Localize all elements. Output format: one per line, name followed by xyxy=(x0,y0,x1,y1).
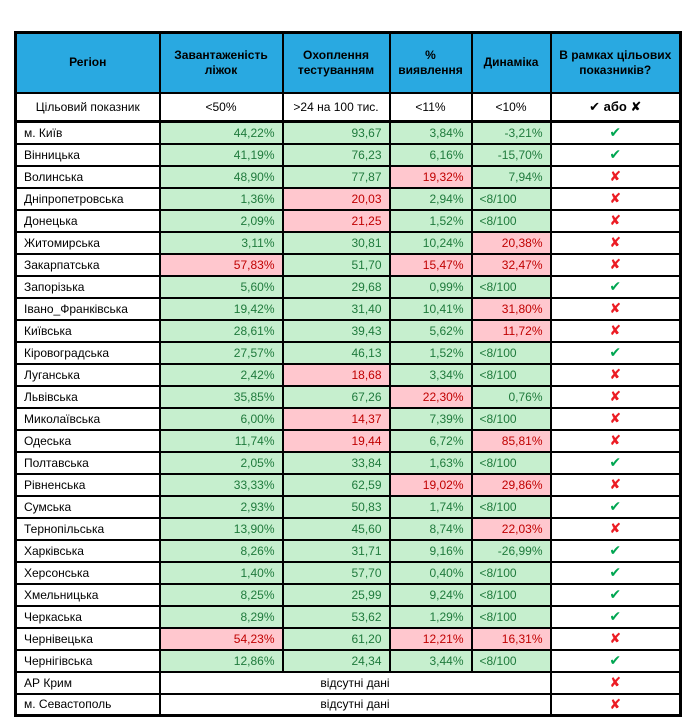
table-row xyxy=(16,122,681,144)
status-cross-icon: ✘ xyxy=(551,320,681,342)
cell-bed-occupancy: 57,83% xyxy=(160,254,283,276)
table-row xyxy=(16,474,681,496)
cell-testing-coverage: 31,40 xyxy=(283,298,390,320)
region-name: АР Крим xyxy=(16,672,160,694)
cell-detection-rate: 9,16% xyxy=(390,540,472,562)
cell-dynamics: <8/100 xyxy=(472,408,551,430)
region-name: Чернігівська xyxy=(16,650,160,672)
column-header-bed-occupancy: Завантаженість ліжок xyxy=(160,33,283,93)
region-name: Дніпропетровська xyxy=(16,188,160,210)
cell-testing-coverage: 77,87 xyxy=(283,166,390,188)
cell-detection-rate: 3,84% xyxy=(390,122,472,144)
status-cross-icon: ✘ xyxy=(551,298,681,320)
region-name: Львівська xyxy=(16,386,160,408)
cell-testing-coverage: 62,59 xyxy=(283,474,390,496)
cell-detection-rate: 0,40% xyxy=(390,562,472,584)
region-name: Київська xyxy=(16,320,160,342)
table-row xyxy=(16,232,681,254)
region-name: Запорізька xyxy=(16,276,160,298)
cell-dynamics: 32,47% xyxy=(472,254,551,276)
status-check-icon: ✔ xyxy=(551,144,681,166)
cell-dynamics: <8/100 xyxy=(472,562,551,584)
status-cross-icon: ✘ xyxy=(551,672,681,694)
cell-testing-coverage: 31,71 xyxy=(283,540,390,562)
region-name: Харківська xyxy=(16,540,160,562)
status-cross-icon: ✘ xyxy=(551,166,681,188)
region-name: Одеська xyxy=(16,430,160,452)
table-row xyxy=(16,386,681,408)
region-name: Донецька xyxy=(16,210,160,232)
status-cross-icon: ✘ xyxy=(551,628,681,650)
region-name: Черкаська xyxy=(16,606,160,628)
cell-dynamics: <8/100 xyxy=(472,606,551,628)
status-check-icon: ✔ xyxy=(551,650,681,672)
status-check-icon: ✔ xyxy=(551,562,681,584)
target-indicator-row xyxy=(16,93,681,122)
status-check-icon: ✔ xyxy=(551,452,681,474)
cell-detection-rate: 6,72% xyxy=(390,430,472,452)
status-cross-icon: ✘ xyxy=(551,518,681,540)
cell-bed-occupancy: 3,11% xyxy=(160,232,283,254)
table-row xyxy=(16,342,681,364)
cell-bed-occupancy: 54,23% xyxy=(160,628,283,650)
cell-bed-occupancy: 6,00% xyxy=(160,408,283,430)
cell-testing-coverage: 51,70 xyxy=(283,254,390,276)
cell-detection-rate: 9,24% xyxy=(390,584,472,606)
table-row xyxy=(16,144,681,166)
table-row xyxy=(16,628,681,650)
cell-bed-occupancy: 44,22% xyxy=(160,122,283,144)
region-name: Хмельницька xyxy=(16,584,160,606)
cell-dynamics: <8/100 xyxy=(472,210,551,232)
status-cross-icon: ✘ xyxy=(551,232,681,254)
no-data-cell: відсутні дані xyxy=(160,694,551,716)
region-name: Луганська xyxy=(16,364,160,386)
status-check-icon: ✔ xyxy=(551,342,681,364)
status-check-icon: ✔ xyxy=(551,540,681,562)
table-row xyxy=(16,188,681,210)
cell-bed-occupancy: 2,05% xyxy=(160,452,283,474)
status-cross-icon: ✘ xyxy=(551,386,681,408)
region-name: Миколаївська xyxy=(16,408,160,430)
cell-testing-coverage: 45,60 xyxy=(283,518,390,540)
cell-dynamics: 7,94% xyxy=(472,166,551,188)
region-name: Вінницька xyxy=(16,144,160,166)
table-row xyxy=(16,540,681,562)
cell-testing-coverage: 46,13 xyxy=(283,342,390,364)
table-row xyxy=(16,298,681,320)
cell-detection-rate: 3,34% xyxy=(390,364,472,386)
regional-indicators-table-container xyxy=(14,31,682,717)
region-name: Тернопільська xyxy=(16,518,160,540)
status-check-icon: ✔ xyxy=(551,584,681,606)
table-row xyxy=(16,254,681,276)
table-row xyxy=(16,518,681,540)
cell-detection-rate: 7,39% xyxy=(390,408,472,430)
column-header-region: Регіон xyxy=(16,33,160,93)
cell-detection-rate: 15,47% xyxy=(390,254,472,276)
cell-testing-coverage: 67,26 xyxy=(283,386,390,408)
cell-testing-coverage: 30,81 xyxy=(283,232,390,254)
cell-detection-rate: 8,74% xyxy=(390,518,472,540)
cell-dynamics: <8/100 xyxy=(472,276,551,298)
cell-dynamics: 11,72% xyxy=(472,320,551,342)
column-header-detection-rate: % виявлення xyxy=(390,33,472,93)
cell-bed-occupancy: 12,86% xyxy=(160,650,283,672)
table-row-no-data xyxy=(16,672,681,694)
cell-dynamics: 22,03% xyxy=(472,518,551,540)
column-header-within-targets: В рамках цільових показників? xyxy=(551,33,681,93)
cell-testing-coverage: 25,99 xyxy=(283,584,390,606)
status-cross-icon: ✘ xyxy=(551,694,681,716)
cell-bed-occupancy: 48,90% xyxy=(160,166,283,188)
status-cross-icon: ✘ xyxy=(551,474,681,496)
cell-dynamics: <8/100 xyxy=(472,342,551,364)
region-name: Житомирська xyxy=(16,232,160,254)
cell-detection-rate: 0,99% xyxy=(390,276,472,298)
cell-bed-occupancy: 41,19% xyxy=(160,144,283,166)
region-name: Рівненська xyxy=(16,474,160,496)
table-row xyxy=(16,606,681,628)
cell-bed-occupancy: 5,60% xyxy=(160,276,283,298)
cell-bed-occupancy: 11,74% xyxy=(160,430,283,452)
region-name: Чернівецька xyxy=(16,628,160,650)
cell-testing-coverage: 39,43 xyxy=(283,320,390,342)
cell-bed-occupancy: 2,93% xyxy=(160,496,283,518)
region-name: Волинська xyxy=(16,166,160,188)
table-row xyxy=(16,584,681,606)
cell-testing-coverage: 50,83 xyxy=(283,496,390,518)
cell-dynamics: -26,99% xyxy=(472,540,551,562)
cell-detection-rate: 1,63% xyxy=(390,452,472,474)
region-name: м. Севастополь xyxy=(16,694,160,716)
region-name: Херсонська xyxy=(16,562,160,584)
cell-detection-rate: 22,30% xyxy=(390,386,472,408)
target-row-label: Цільовий показник xyxy=(16,93,160,122)
cell-bed-occupancy: 2,42% xyxy=(160,364,283,386)
table-row xyxy=(16,562,681,584)
cell-detection-rate: 12,21% xyxy=(390,628,472,650)
cell-dynamics: <8/100 xyxy=(472,584,551,606)
cell-dynamics: <8/100 xyxy=(472,188,551,210)
region-name: м. Київ xyxy=(16,122,160,144)
cell-dynamics: 31,80% xyxy=(472,298,551,320)
cell-testing-coverage: 53,62 xyxy=(283,606,390,628)
status-cross-icon: ✘ xyxy=(551,430,681,452)
status-cross-icon: ✘ xyxy=(551,364,681,386)
target-value-bed-occupancy: <50% xyxy=(160,93,283,122)
cell-testing-coverage: 18,68 xyxy=(283,364,390,386)
status-cross-icon: ✘ xyxy=(551,408,681,430)
status-cross-icon: ✘ xyxy=(551,188,681,210)
no-data-cell: відсутні дані xyxy=(160,672,551,694)
cell-detection-rate: 2,94% xyxy=(390,188,472,210)
cell-detection-rate: 10,24% xyxy=(390,232,472,254)
cell-detection-rate: 1,52% xyxy=(390,342,472,364)
status-check-icon: ✔ xyxy=(551,122,681,144)
cell-bed-occupancy: 1,36% xyxy=(160,188,283,210)
table-row xyxy=(16,364,681,386)
table-row xyxy=(16,320,681,342)
target-value-within-targets: ✔ або ✘ xyxy=(551,93,681,122)
cell-dynamics: <8/100 xyxy=(472,650,551,672)
cell-detection-rate: 10,41% xyxy=(390,298,472,320)
cell-bed-occupancy: 8,29% xyxy=(160,606,283,628)
status-check-icon: ✔ xyxy=(551,496,681,518)
cell-testing-coverage: 21,25 xyxy=(283,210,390,232)
cell-testing-coverage: 61,20 xyxy=(283,628,390,650)
cell-dynamics: <8/100 xyxy=(472,496,551,518)
column-header-dynamics: Динаміка xyxy=(472,33,551,93)
regional-indicators-table xyxy=(14,31,682,717)
cell-detection-rate: 5,62% xyxy=(390,320,472,342)
cell-bed-occupancy: 33,33% xyxy=(160,474,283,496)
cell-bed-occupancy: 8,26% xyxy=(160,540,283,562)
cell-dynamics: <8/100 xyxy=(472,452,551,474)
region-name: Сумська xyxy=(16,496,160,518)
cell-dynamics: 0,76% xyxy=(472,386,551,408)
table-row xyxy=(16,496,681,518)
cell-detection-rate: 1,52% xyxy=(390,210,472,232)
cell-testing-coverage: 19,44 xyxy=(283,430,390,452)
column-header-testing-coverage: Охоплення тестуванням xyxy=(283,33,390,93)
region-name: Закарпатська xyxy=(16,254,160,276)
cell-detection-rate: 1,74% xyxy=(390,496,472,518)
cell-dynamics: -15,70% xyxy=(472,144,551,166)
cell-testing-coverage: 57,70 xyxy=(283,562,390,584)
table-row xyxy=(16,430,681,452)
cell-bed-occupancy: 35,85% xyxy=(160,386,283,408)
table-header xyxy=(16,33,681,93)
status-check-icon: ✔ xyxy=(551,606,681,628)
table-row xyxy=(16,166,681,188)
cell-dynamics: -3,21% xyxy=(472,122,551,144)
region-name: Полтавська xyxy=(16,452,160,474)
region-name: Кіровоградська xyxy=(16,342,160,364)
cell-dynamics: 29,86% xyxy=(472,474,551,496)
cell-bed-occupancy: 19,42% xyxy=(160,298,283,320)
cell-bed-occupancy: 13,90% xyxy=(160,518,283,540)
cell-detection-rate: 3,44% xyxy=(390,650,472,672)
cell-testing-coverage: 24,34 xyxy=(283,650,390,672)
table-row-no-data xyxy=(16,694,681,716)
table-row xyxy=(16,276,681,298)
target-value-detection-rate: <11% xyxy=(390,93,472,122)
cell-bed-occupancy: 2,09% xyxy=(160,210,283,232)
cell-bed-occupancy: 8,25% xyxy=(160,584,283,606)
cell-bed-occupancy: 28,61% xyxy=(160,320,283,342)
cell-testing-coverage: 14,37 xyxy=(283,408,390,430)
cell-detection-rate: 19,02% xyxy=(390,474,472,496)
cell-bed-occupancy: 27,57% xyxy=(160,342,283,364)
cell-bed-occupancy: 1,40% xyxy=(160,562,283,584)
cell-dynamics: 20,38% xyxy=(472,232,551,254)
cell-testing-coverage: 29,68 xyxy=(283,276,390,298)
cell-testing-coverage: 33,84 xyxy=(283,452,390,474)
cell-dynamics: <8/100 xyxy=(472,364,551,386)
table-row xyxy=(16,650,681,672)
table-row xyxy=(16,452,681,474)
target-value-testing-coverage: >24 на 100 тис. xyxy=(283,93,390,122)
status-cross-icon: ✘ xyxy=(551,254,681,276)
table-row xyxy=(16,408,681,430)
status-check-icon: ✔ xyxy=(551,276,681,298)
cell-testing-coverage: 20,03 xyxy=(283,188,390,210)
cell-dynamics: 85,81% xyxy=(472,430,551,452)
region-name: Івано_Франківська xyxy=(16,298,160,320)
cell-detection-rate: 1,29% xyxy=(390,606,472,628)
target-value-dynamics: <10% xyxy=(472,93,551,122)
cell-testing-coverage: 76,23 xyxy=(283,144,390,166)
status-cross-icon: ✘ xyxy=(551,210,681,232)
cell-detection-rate: 6,16% xyxy=(390,144,472,166)
cell-testing-coverage: 93,67 xyxy=(283,122,390,144)
table-row xyxy=(16,210,681,232)
cell-detection-rate: 19,32% xyxy=(390,166,472,188)
cell-dynamics: 16,31% xyxy=(472,628,551,650)
